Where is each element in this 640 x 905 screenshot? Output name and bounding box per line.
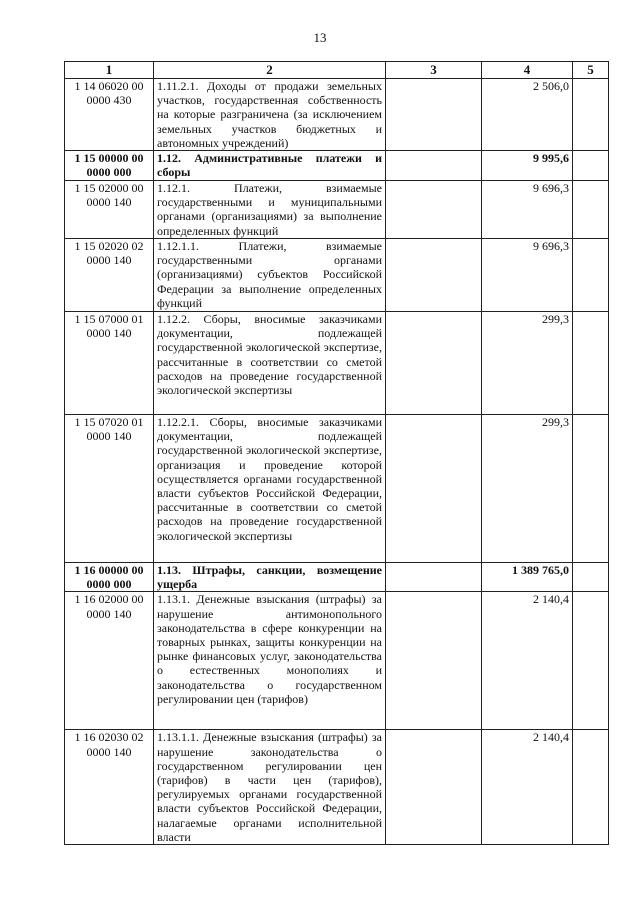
row-name: 1.12.1.1. Платежи, взимаемые государственными органами (организациями) субъектов Российской Федерации за выполнение определенных функций bbox=[154, 239, 386, 312]
column-header-3: 3 bbox=[386, 62, 482, 79]
row-amount: 9 696,3 bbox=[482, 239, 573, 312]
row-amount: 299,3 bbox=[482, 415, 573, 563]
column-header-amount: 4 bbox=[482, 62, 573, 79]
row-name: 1.12.2.1. Сборы, вносимые заказчиками документации, подлежащей государственной экологической экспертизе, организация и проведение которой осуществляется органами государственной власти субъектов Российской Федерации, рассчитанные в соответствии со сметой расходов на проведение государственной экологической экспертизы bbox=[154, 415, 386, 563]
row-code: 1 16 02000 00 0000 140 bbox=[65, 592, 154, 730]
table-row bbox=[65, 312, 609, 415]
row-name: 1.13. Штрафы, санкции, возмещение ущерба bbox=[154, 563, 386, 592]
row-col5 bbox=[573, 415, 609, 563]
row-col3 bbox=[386, 239, 482, 312]
table-row bbox=[65, 181, 609, 239]
column-header-code: 1 bbox=[65, 62, 154, 79]
row-col5 bbox=[573, 151, 609, 181]
row-col5 bbox=[573, 730, 609, 845]
row-col5 bbox=[573, 312, 609, 415]
row-col3 bbox=[386, 312, 482, 415]
row-col3 bbox=[386, 79, 482, 151]
row-col3 bbox=[386, 592, 482, 730]
row-name: 1.12.1. Платежи, взимаемые государственными и муниципальными органами (организациями) за выполнение определенных функций bbox=[154, 181, 386, 239]
table-row bbox=[65, 730, 609, 845]
row-col3 bbox=[386, 563, 482, 592]
row-name: 1.13.1. Денежные взыскания (штрафы) за нарушение антимонопольного законодательства в сфере конкуренции на товарных рынках, защиты конкуренции на рынке финансовых услуг, законодательства о естественных монополиях и законодательства о государственном регулировании цен (тарифов) bbox=[154, 592, 386, 730]
page-number: 13 bbox=[313, 30, 327, 45]
table-row bbox=[65, 79, 609, 151]
table-row bbox=[65, 151, 609, 181]
row-col5 bbox=[573, 181, 609, 239]
table-row bbox=[65, 592, 609, 730]
row-amount: 2 140,4 bbox=[482, 592, 573, 730]
row-amount: 2 140,4 bbox=[482, 730, 573, 845]
row-amount: 299,3 bbox=[482, 312, 573, 415]
row-name: 1.13.1.1. Денежные взыскания (штрафы) за нарушение законодательства о государственном регулировании цен (тарифов) в части цен (тарифов), регулируемых органами государственной власти субъектов Российской Федерации, налагаемые органами исполнительной власти bbox=[154, 730, 386, 845]
row-code: 1 15 00000 00 0000 000 bbox=[65, 151, 154, 181]
row-name: 1.11.2.1. Доходы от продажи земельных участков, государственная собственность на которые разграничена (за исключением земельных участков бюджетных и автономных учреждений) bbox=[154, 79, 386, 151]
budget-revenue-table bbox=[64, 61, 609, 845]
row-code: 1 14 06020 00 0000 430 bbox=[65, 79, 154, 151]
row-amount: 9 995,6 bbox=[482, 151, 573, 181]
table-row bbox=[65, 239, 609, 312]
column-header-5: 5 bbox=[573, 62, 609, 79]
column-header-name: 2 bbox=[154, 62, 386, 79]
row-col5 bbox=[573, 79, 609, 151]
row-code: 1 15 02020 02 0000 140 bbox=[65, 239, 154, 312]
table-row bbox=[65, 415, 609, 563]
row-code: 1 16 02030 02 0000 140 bbox=[65, 730, 154, 845]
table-header-row bbox=[65, 62, 609, 79]
row-col3 bbox=[386, 151, 482, 181]
row-name: 1.12.2. Сборы, вносимые заказчиками документации, подлежащей государственной экологической экспертизе, рассчитанные в соответствии со сметой расходов на проведение государственной экологической экспертизы bbox=[154, 312, 386, 415]
row-col5 bbox=[573, 592, 609, 730]
row-code: 1 15 07000 01 0000 140 bbox=[65, 312, 154, 415]
row-code: 1 15 07020 01 0000 140 bbox=[65, 415, 154, 563]
row-amount: 9 696,3 bbox=[482, 181, 573, 239]
row-code: 1 16 00000 00 0000 000 bbox=[65, 563, 154, 592]
row-col3 bbox=[386, 730, 482, 845]
row-amount: 1 389 765,0 bbox=[482, 563, 573, 592]
row-col5 bbox=[573, 563, 609, 592]
row-col3 bbox=[386, 415, 482, 563]
row-col3 bbox=[386, 181, 482, 239]
row-code: 1 15 02000 00 0000 140 bbox=[65, 181, 154, 239]
row-name: 1.12. Административные платежи и сборы bbox=[154, 151, 386, 181]
row-amount: 2 506,0 bbox=[482, 79, 573, 151]
table-row bbox=[65, 563, 609, 592]
row-col5 bbox=[573, 239, 609, 312]
